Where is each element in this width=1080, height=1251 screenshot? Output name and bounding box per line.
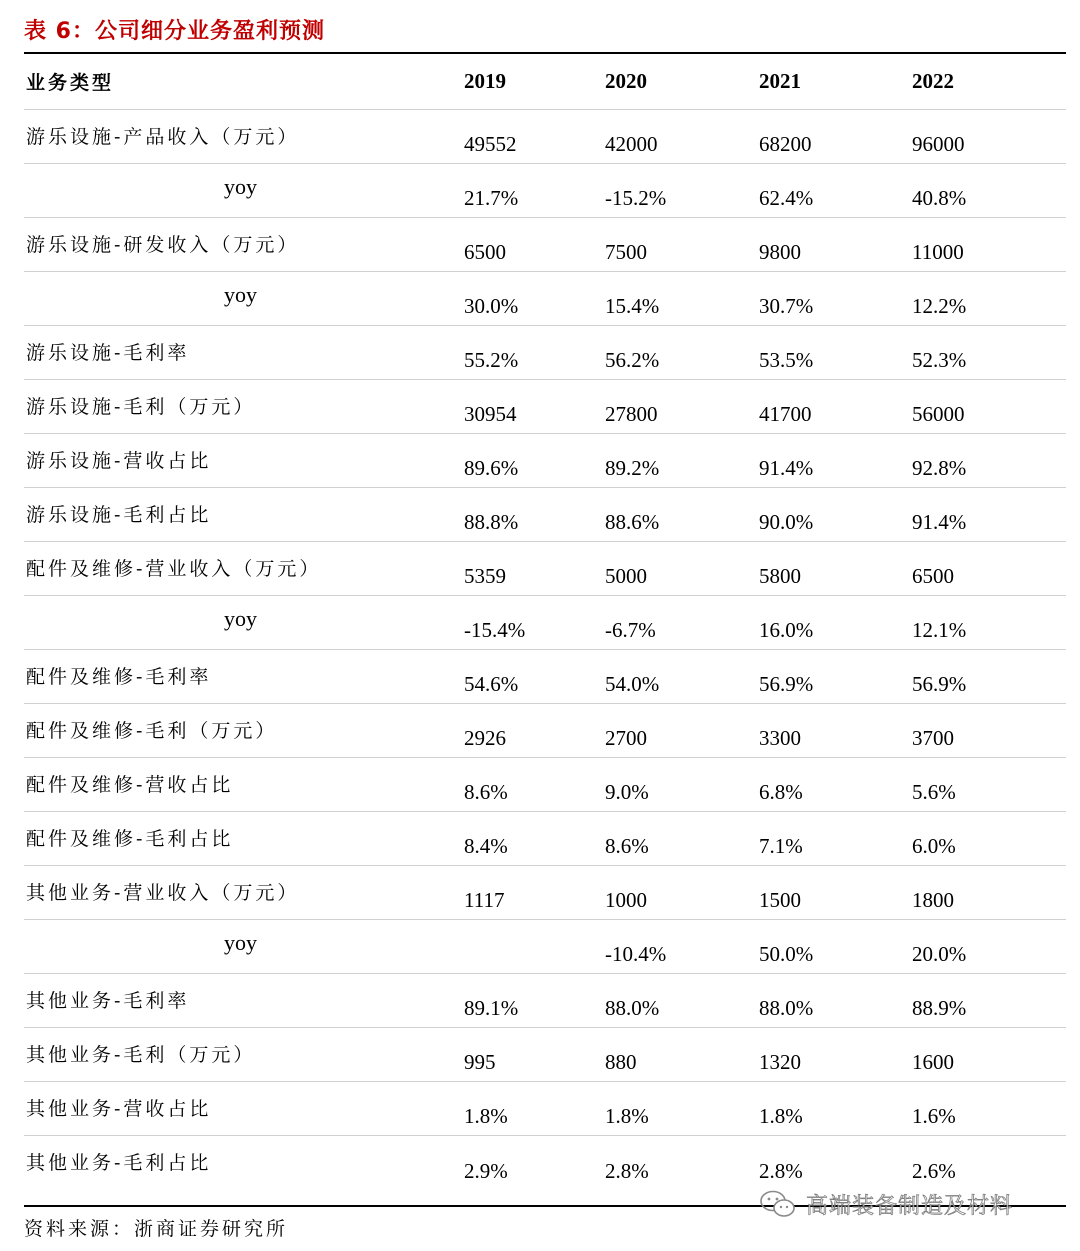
table-row bbox=[24, 110, 1066, 164]
row-label: yoy bbox=[24, 272, 462, 326]
cell-value: 1.8% bbox=[603, 1082, 757, 1136]
header-year: 2019 bbox=[462, 54, 603, 110]
watermark-text: 高端装备制造及材料 bbox=[806, 1193, 1014, 1219]
cell-value: -15.2% bbox=[603, 164, 757, 218]
row-label: 游乐设施-研发收入（万元） bbox=[24, 218, 462, 272]
cell-value: 7.1% bbox=[757, 812, 910, 866]
cell-value: 52.3% bbox=[910, 326, 1066, 380]
cell-value: 2.9% bbox=[464, 1158, 508, 1183]
cell-value: 30.7% bbox=[757, 272, 910, 326]
table-title: 表 6：公司细分业务盈利预测 bbox=[24, 19, 325, 44]
table-row bbox=[24, 812, 1066, 866]
table-row bbox=[24, 218, 1066, 272]
row-label: 其他业务-毛利占比 bbox=[26, 1152, 212, 1174]
cell-value: 1.8% bbox=[757, 1082, 910, 1136]
cell-value: 5.6% bbox=[910, 758, 1066, 812]
cell-value: 96000 bbox=[910, 110, 1066, 164]
row-label: 游乐设施-毛利率 bbox=[24, 326, 462, 380]
cell-value: 1.6% bbox=[910, 1082, 1066, 1136]
table-row bbox=[24, 596, 1066, 650]
cell-value: 62.4% bbox=[757, 164, 910, 218]
row-label: 配件及维修-毛利率 bbox=[24, 650, 462, 704]
table-row bbox=[24, 326, 1066, 380]
cell-value: 2926 bbox=[462, 704, 603, 758]
cell-value: 9.0% bbox=[603, 758, 757, 812]
cell-value: 49552 bbox=[462, 110, 603, 164]
cell-value: 3300 bbox=[757, 704, 910, 758]
source-note: 资料来源：浙商证券研究所 bbox=[24, 1218, 289, 1240]
row-label: 游乐设施-毛利（万元） bbox=[24, 380, 462, 434]
table-row bbox=[24, 866, 1066, 920]
cell-value: 92.8% bbox=[910, 434, 1066, 488]
row-label: 其他业务-营业收入（万元） bbox=[24, 866, 462, 920]
row-label: 配件及维修-营收占比 bbox=[24, 758, 462, 812]
cell-value: 90.0% bbox=[757, 488, 910, 542]
cell-value: 7500 bbox=[603, 218, 757, 272]
cell-value: 1.8% bbox=[462, 1082, 603, 1136]
cell-value: 8.4% bbox=[462, 812, 603, 866]
cell-value: 2700 bbox=[603, 704, 757, 758]
cell-value: 5000 bbox=[603, 542, 757, 596]
cell-value: 6.8% bbox=[757, 758, 910, 812]
cell-value: 68200 bbox=[757, 110, 910, 164]
cell-value: 3700 bbox=[910, 704, 1066, 758]
cell-value: 56.9% bbox=[910, 650, 1066, 704]
cell-value: 56000 bbox=[910, 380, 1066, 434]
table-row bbox=[24, 434, 1066, 488]
cell-value: 56.2% bbox=[603, 326, 757, 380]
table-row bbox=[24, 920, 1066, 974]
table-row bbox=[24, 1028, 1066, 1082]
row-label: 其他业务-营收占比 bbox=[24, 1082, 462, 1136]
table-body bbox=[24, 110, 1066, 1190]
header-year: 2021 bbox=[757, 54, 910, 110]
cell-value: 88.9% bbox=[910, 974, 1066, 1028]
cell-value: 88.8% bbox=[462, 488, 603, 542]
cell-value: 40.8% bbox=[910, 164, 1066, 218]
header-row bbox=[24, 54, 1066, 110]
cell-value: 21.7% bbox=[462, 164, 603, 218]
cell-value: 50.0% bbox=[757, 920, 910, 974]
cell-value: 995 bbox=[462, 1028, 603, 1082]
header-year: 2022 bbox=[910, 54, 1066, 110]
cell-value: 1600 bbox=[910, 1028, 1066, 1082]
cell-value: 56.9% bbox=[757, 650, 910, 704]
cell-value: 89.1% bbox=[462, 974, 603, 1028]
row-label: yoy bbox=[24, 164, 462, 218]
table-row bbox=[24, 164, 1066, 218]
header-year: 2020 bbox=[603, 54, 757, 110]
cell-value: 1000 bbox=[603, 866, 757, 920]
cell-value: 1117 bbox=[462, 866, 603, 920]
table-row bbox=[24, 1136, 1066, 1190]
cell-value: 88.0% bbox=[603, 974, 757, 1028]
cell-value: 880 bbox=[603, 1028, 757, 1082]
table-row bbox=[24, 272, 1066, 326]
cell-value: 16.0% bbox=[757, 596, 910, 650]
cell-value: -6.7% bbox=[603, 596, 757, 650]
cell-value: 54.6% bbox=[462, 650, 603, 704]
cell-value: -10.4% bbox=[603, 920, 757, 974]
row-label: 配件及维修-毛利（万元） bbox=[24, 704, 462, 758]
cell-value: 53.5% bbox=[757, 326, 910, 380]
cell-value: 8.6% bbox=[603, 812, 757, 866]
cell-value: 91.4% bbox=[910, 488, 1066, 542]
row-label: 游乐设施-毛利占比 bbox=[24, 488, 462, 542]
cell-value bbox=[462, 920, 603, 974]
table-row bbox=[24, 488, 1066, 542]
row-label: 配件及维修-毛利占比 bbox=[24, 812, 462, 866]
table-row bbox=[24, 1082, 1066, 1136]
cell-value: 15.4% bbox=[603, 272, 757, 326]
cell-value: 55.2% bbox=[462, 326, 603, 380]
cell-value: 6500 bbox=[462, 218, 603, 272]
cell-value: 1500 bbox=[757, 866, 910, 920]
table-row bbox=[24, 650, 1066, 704]
cell-value: 1800 bbox=[910, 866, 1066, 920]
cell-value: 20.0% bbox=[910, 920, 1066, 974]
cell-value: 8.6% bbox=[462, 758, 603, 812]
table-row bbox=[24, 974, 1066, 1028]
cell-value: 42000 bbox=[603, 110, 757, 164]
cell-value: 89.6% bbox=[462, 434, 603, 488]
cell-value: 6.0% bbox=[910, 812, 1066, 866]
cell-value: 41700 bbox=[757, 380, 910, 434]
table-row bbox=[24, 758, 1066, 812]
cell-value: 54.0% bbox=[603, 650, 757, 704]
header-label: 业务类型 bbox=[24, 54, 462, 110]
wechat-icon bbox=[758, 1189, 798, 1219]
cell-value: 2.8% bbox=[759, 1158, 803, 1183]
cell-value: 88.6% bbox=[603, 488, 757, 542]
cell-value: 11000 bbox=[910, 218, 1066, 272]
cell-value: 30.0% bbox=[462, 272, 603, 326]
cell-value: 2.6% bbox=[912, 1158, 956, 1183]
watermark bbox=[758, 1186, 1013, 1222]
cell-value: 5800 bbox=[757, 542, 910, 596]
table-row bbox=[24, 704, 1066, 758]
cell-value: 12.1% bbox=[910, 596, 1066, 650]
cell-value: 1320 bbox=[757, 1028, 910, 1082]
cell-value: 9800 bbox=[757, 218, 910, 272]
cell-value: 12.2% bbox=[910, 272, 1066, 326]
table-row bbox=[24, 542, 1066, 596]
cell-value: -15.4% bbox=[462, 596, 603, 650]
cell-value: 27800 bbox=[603, 380, 757, 434]
cell-value: 88.0% bbox=[757, 974, 910, 1028]
row-label: yoy bbox=[24, 920, 462, 974]
cell-value: 2.8% bbox=[605, 1158, 649, 1183]
cell-value: 5359 bbox=[462, 542, 603, 596]
row-label: 其他业务-毛利率 bbox=[24, 974, 462, 1028]
row-label: 配件及维修-营业收入（万元） bbox=[24, 542, 462, 596]
cell-value: 89.2% bbox=[603, 434, 757, 488]
forecast-table bbox=[24, 54, 1066, 1190]
cell-value: 6500 bbox=[910, 542, 1066, 596]
row-label: 其他业务-毛利（万元） bbox=[24, 1028, 462, 1082]
row-label: yoy bbox=[24, 596, 462, 650]
table-row bbox=[24, 380, 1066, 434]
row-label: 游乐设施-营收占比 bbox=[24, 434, 462, 488]
row-label: 游乐设施-产品收入（万元） bbox=[24, 110, 462, 164]
cell-value: 91.4% bbox=[757, 434, 910, 488]
cell-value: 30954 bbox=[462, 380, 603, 434]
